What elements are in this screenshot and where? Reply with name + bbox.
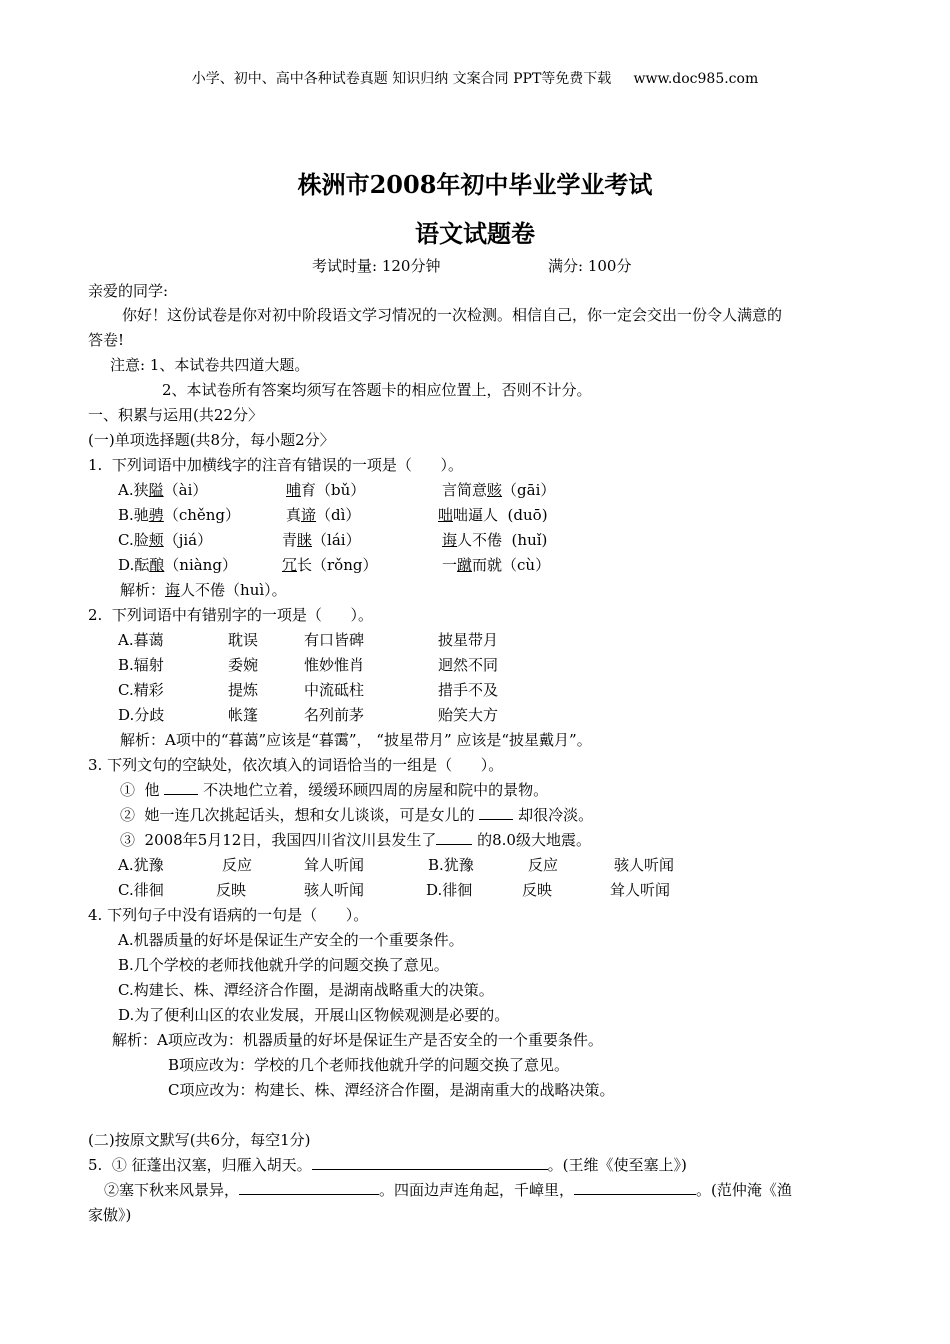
q5-blank-3[interactable] — [574, 1180, 696, 1195]
q3-d-2: 反映 — [522, 881, 553, 899]
q3-b-2: 反应 — [528, 856, 559, 874]
q2-b-1: B.辐射 — [118, 656, 164, 674]
q1-option-c-word2: 青睐（lái） — [282, 531, 361, 549]
q1-option-b-word2: 真谛（dì） — [286, 506, 361, 524]
q4-analysis-1: 解析：A项应改为：机器质量的好坏是保证生产是否安全的一个重要条件。 — [112, 1031, 603, 1049]
part-2-heading: (二)按原文默写(共6分，每空1分) — [88, 1131, 311, 1149]
intro-line-1: 你好！这份试卷是你对初中阶段语文学习情况的一次检测。相信自己，你一定会交出一份令人满意的 — [122, 306, 783, 324]
q4-option-d: D.为了便利山区的农业发展，开展山区物候观测是必要的。 — [118, 1006, 510, 1024]
q3-d-3: 耸人听闻 — [610, 881, 671, 899]
q1-option-d-word3: 一蹴而就（cù） — [442, 556, 551, 574]
q4-stem: 4. 下列句子中没有语病的一句是（ ）。 — [88, 906, 369, 924]
q3-sentence-2: ② 她一连几次挑起话头，想和女儿谈谈，可是女儿的 却很冷淡。 — [120, 806, 594, 824]
q5-line-3: 家傲》) — [88, 1206, 132, 1224]
q2-stem: 2. 下列词语中有错别字的一项是（ ）。 — [88, 606, 373, 624]
q2-d-2: 帐篷 — [228, 706, 259, 724]
intro-line-2: 答卷! — [88, 331, 125, 349]
exam-full-score: 满分: 100分 — [548, 257, 632, 275]
q2-d-4: 贻笑大方 — [438, 706, 499, 724]
exam-time: 考试时量: 120分钟 — [312, 257, 441, 275]
q3-c-3: 骇人听闻 — [304, 881, 365, 899]
q3-b-1: B.犹豫 — [428, 856, 474, 874]
q2-c-4: 措手不及 — [438, 681, 499, 699]
q3-blank-1[interactable] — [164, 780, 198, 795]
q3-c-1: C.徘徊 — [118, 881, 164, 899]
q3-d-1: D.徘徊 — [426, 881, 473, 899]
q3-c-2: 反映 — [216, 881, 247, 899]
q2-d-1: D.分歧 — [118, 706, 165, 724]
q3-blank-2[interactable] — [479, 805, 513, 820]
exam-subtitle: 语文试题卷 — [415, 219, 535, 248]
greeting: 亲爱的同学: — [88, 282, 169, 300]
q3-b-3: 骇人听闻 — [614, 856, 675, 874]
q2-a-2: 耽误 — [228, 631, 259, 649]
q5-blank-2[interactable] — [239, 1180, 379, 1195]
exam-title: 株洲市2008年初中毕业学业考试 — [297, 170, 653, 199]
q2-analysis: 解析：A项中的“暮蔼”应该是“暮霭”， “披星带月” 应该是“披星戴月”。 — [120, 731, 592, 749]
q5-blank-1[interactable] — [312, 1155, 548, 1170]
q1-option-b: B.驰骋（chěng） — [118, 506, 241, 524]
q1-option-c-word3: 诲人不倦 (huǐ) — [442, 531, 548, 549]
q2-d-3: 名列前茅 — [304, 706, 365, 724]
part-1-heading: (一)单项选择题(共8分，每小题2分〉 — [88, 431, 335, 449]
q1-analysis: 解析：诲人不倦（huì）。 — [120, 581, 287, 599]
q2-b-4: 迥然不同 — [438, 656, 499, 674]
q3-a-3: 耸人听闻 — [304, 856, 365, 874]
q5-line-1: 5. ① 征蓬出汉塞，归雁入胡天。 。(王维《使至塞上》) — [88, 1156, 687, 1174]
q3-blank-3[interactable] — [436, 830, 472, 845]
q1-option-a-word3: 言简意赅（gāi） — [442, 481, 556, 499]
q1-option-b-word3: 咄咄逼人 (duō) — [438, 506, 548, 524]
q4-analysis-2: B项应改为：学校的几个老师找他就升学的问题交换了意见。 — [168, 1056, 570, 1074]
q4-option-c: C.构建长、株、潭经济合作圈，是湖南战略重大的决策。 — [118, 981, 494, 999]
q2-a-1: A.暮蔼 — [118, 631, 164, 649]
q1-option-d-word2: 冗长（rǒng） — [282, 556, 378, 574]
note-1: 注意: 1、本试卷共四道大题。 — [110, 356, 310, 374]
section-1-heading: 一、积累与运用(共22分〉 — [88, 406, 263, 424]
q4-analysis-3: C项应改为：构建长、株、潭经济合作圈，是湖南重大的战略决策。 — [168, 1081, 615, 1099]
q2-a-4: 披星带月 — [438, 631, 499, 649]
page-header: 小学、初中、高中各种试卷真题 知识归纳 文案合同 PPT等免费下载 www.doc985.com — [191, 71, 759, 87]
q1-option-d: D.酝酿（niàng） — [118, 556, 237, 574]
q2-c-1: C.精彩 — [118, 681, 164, 699]
q5-line-2: ②塞下秋来风景异， 。四面边声连角起，千嶂里， 。(范仲淹《渔 — [104, 1181, 792, 1199]
q2-c-2: 提炼 — [228, 681, 259, 699]
q2-b-2: 委婉 — [228, 656, 259, 674]
note-2: 2、本试卷所有答案均须写在答题卡的相应位置上，否则不计分。 — [162, 381, 592, 399]
q3-a-1: A.犹豫 — [118, 856, 164, 874]
q1-option-a-word2: 哺育（bǔ） — [286, 481, 366, 499]
q3-sentence-3: ③ 2008年5月12日，我国四川省汶川县发生了 的8.0级大地震。 — [120, 831, 591, 849]
q2-b-3: 惟妙惟肖 — [304, 656, 365, 674]
q4-option-a: A.机器质量的好坏是保证生产安全的一个重要条件。 — [118, 931, 464, 949]
q4-option-b: B.几个学校的老师找他就升学的问题交换了意见。 — [118, 956, 449, 974]
q1-stem: 1. 下列词语中加横线字的注音有错误的一项是（ ）。 — [88, 456, 463, 474]
q2-a-3: 有口皆碑 — [304, 631, 365, 649]
q3-a-2: 反应 — [222, 856, 253, 874]
q2-c-3: 中流砥柱 — [304, 681, 365, 699]
q1-option-a: A.狭隘（ài） — [118, 481, 208, 499]
q1-option-c: C.脸颊（jiá） — [118, 531, 213, 549]
q3-stem: 3. 下列文句的空缺处，依次填入的词语恰当的一组是（ ）。 — [88, 756, 504, 774]
q3-sentence-1: ① 他 不决地伫立着，缓缓环顾四周的房屋和院中的景物。 — [120, 781, 549, 799]
